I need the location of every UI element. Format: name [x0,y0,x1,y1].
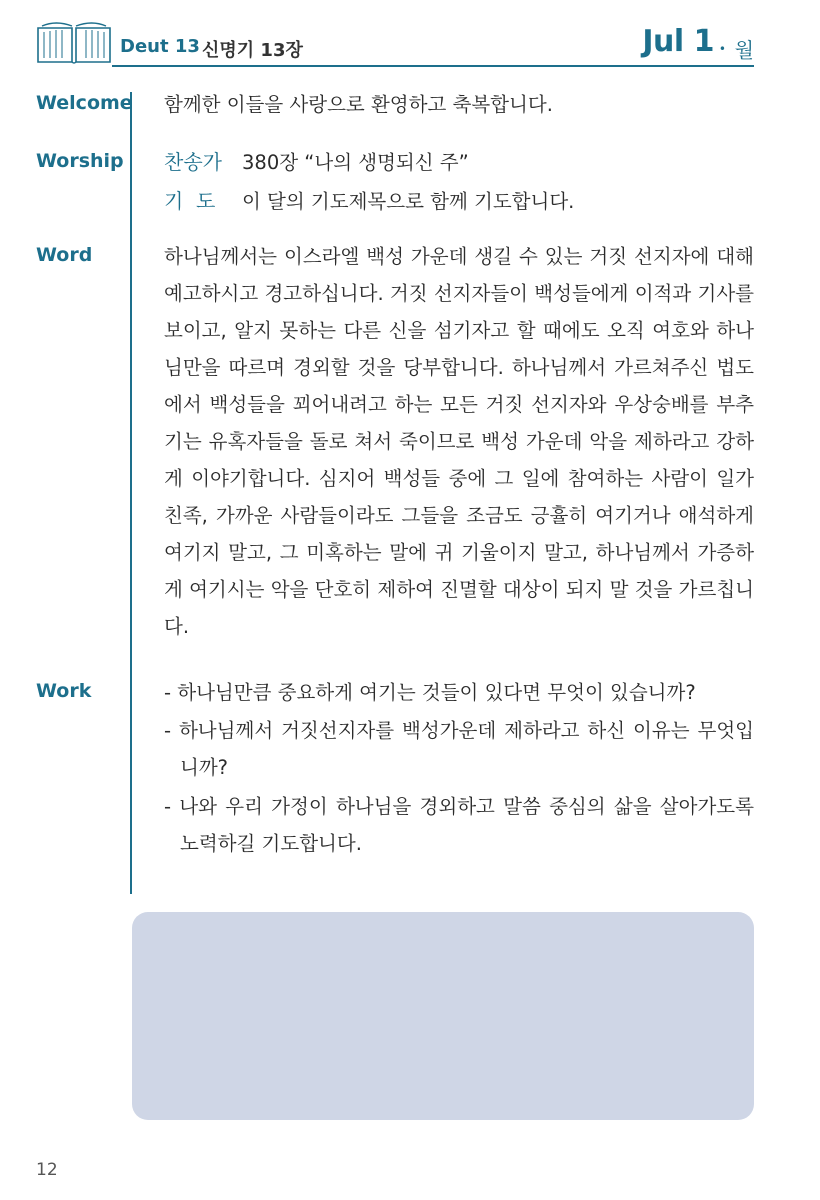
page-header [36,18,754,68]
section-divider-line [130,92,132,894]
weekday: 월 [734,38,754,62]
date-separator: • [718,42,726,56]
chapter-reference: Deut 13 [120,36,200,57]
prayer-key: 기 도 [164,189,216,213]
open-book-icon [36,20,112,64]
welcome-text: 함께한 이들을 사랑으로 환영하고 축복합니다. [164,93,553,116]
word-label: Word [36,244,93,266]
welcome-label: Welcome [36,92,133,114]
hymn-key: 찬송가 [164,150,222,174]
page-number: 12 [36,1160,58,1180]
worship-label: Worship [36,150,124,172]
notes-box[interactable] [132,912,754,1120]
worship-hymn-row [164,144,469,181]
chapter-title-korean: 신명기 13장 [202,40,303,61]
date: Jul 1 [642,24,714,59]
work-prayer-item: - 나와 우리 가정이 하나님을 경외하고 말씀 중심의 삶을 살아가도록 노력하길 기도합니다. [164,795,754,855]
hymn-value: 380장 “나의 생명되신 주” [242,151,469,174]
work-question-2: - 하나님께서 거짓선지자를 백성가운데 제하라고 하신 이유는 무엇입니까? [164,719,754,779]
work-question-1: - 하나님만큼 중요하게 여기는 것들이 있다면 무엇이 있습니까? [164,681,696,704]
header-rule [112,65,754,67]
word-paragraph: 하나님께서는 이스라엘 백성 가운데 생길 수 있는 거짓 선지자에 대해 예고하시고 경고하십니다. 거짓 선지자들이 백성들에게 이적과 기사를 보이고, 알지 못하는 다른 신을 섬기자고 할 때에도 오직 여호와 하나님만을 따르며 경외할 것을 당부합니다. 하나님께서 가르쳐주신 법도에서 백성들을 꾀어내려고 하는 모든 거짓 선지자와 우상숭배를 부추기는 유혹자들을 돌로 쳐서 죽이므로 백성 가운데 악을 제하라고 강하게 이야기합니다. 심지어 백성들 중에 그 일에 참여하는 사람이 일가 친족, 가까운 사람들이라도 그들을 조금도 긍휼히 여기거나 애석하게 여기지 말고, 그 미혹하는 말에 귀 기울이지 말고, 하나님께서 가증하게 여기시는 악을 단호히 제하여 진멸할 대상이 되지 말 것을 가르칩니다. [164,245,754,638]
worship-prayer-row [164,183,574,220]
prayer-value: 이 달의 기도제목으로 함께 기도합니다. [242,190,575,213]
work-label: Work [36,680,92,702]
